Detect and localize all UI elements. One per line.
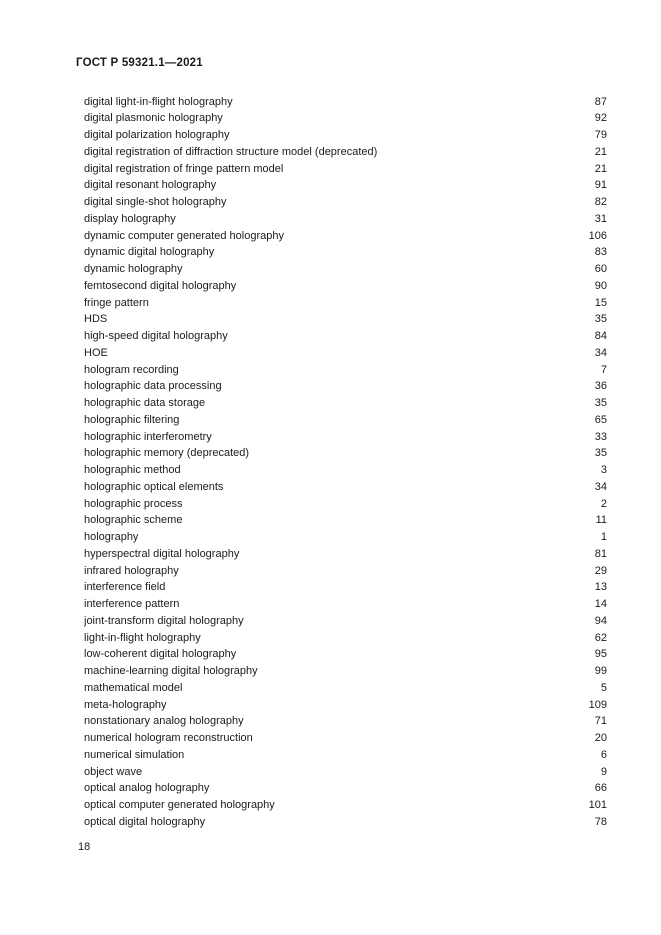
index-term: hyperspectral digital holography bbox=[84, 547, 240, 560]
index-term: holographic interferometry bbox=[84, 430, 212, 443]
index-page-number: 99 bbox=[594, 665, 607, 677]
index-page-number: 106 bbox=[588, 229, 607, 242]
index-entry-row bbox=[84, 462, 607, 479]
index-page-number: 35 bbox=[594, 397, 607, 409]
index-page-number: 5 bbox=[600, 681, 607, 694]
index-entry-row bbox=[84, 144, 607, 161]
index-page-number: 21 bbox=[594, 162, 607, 175]
index-entry-row bbox=[84, 295, 607, 312]
index-term: joint-transform digital holography bbox=[84, 614, 244, 627]
index-page-number: 83 bbox=[594, 246, 607, 259]
index-page-number: 71 bbox=[594, 715, 607, 728]
index-entry-row bbox=[84, 596, 607, 613]
index-entry-row bbox=[84, 412, 607, 429]
index-page-number: 90 bbox=[594, 279, 607, 292]
index-term: holographic memory (deprecated) bbox=[84, 447, 250, 460]
index-term: interference pattern bbox=[84, 598, 180, 610]
index-entry-row bbox=[84, 244, 607, 261]
index-page-number: 34 bbox=[594, 346, 607, 359]
index-term: dynamic computer generated holography bbox=[84, 229, 284, 242]
index-entry-row bbox=[84, 429, 607, 446]
index-entry-row bbox=[84, 630, 607, 647]
index-entry-row bbox=[84, 579, 607, 596]
index-term: infrared holography bbox=[84, 564, 179, 577]
index-entry-row bbox=[84, 328, 607, 345]
index-page-number: 60 bbox=[594, 263, 607, 275]
index-entry-row bbox=[84, 546, 607, 563]
document-standard-title: ГОСТ Р 59321.1—2021 bbox=[76, 57, 203, 69]
index-entry-row bbox=[84, 663, 607, 680]
index-entry-row bbox=[84, 713, 607, 730]
index-page-number: 9 bbox=[600, 765, 607, 778]
index-term: low-coherent digital holography bbox=[84, 648, 237, 661]
index-term: digital registration of fringe pattern model bbox=[84, 162, 284, 175]
index-term: HOE bbox=[84, 346, 108, 359]
index-entry-row bbox=[84, 110, 607, 127]
index-term: numerical simulation bbox=[84, 748, 185, 761]
index-term: HDS bbox=[84, 313, 108, 326]
index-entry-row bbox=[84, 680, 607, 697]
index-page-number: 101 bbox=[588, 799, 607, 811]
index-page-number: 62 bbox=[594, 631, 607, 644]
index-term: digital plasmonic holography bbox=[84, 112, 223, 125]
index-page-number: 84 bbox=[594, 330, 607, 342]
index-page-number: 29 bbox=[594, 564, 607, 577]
index-term: machine-learning digital holography bbox=[84, 665, 258, 677]
index-entry-row bbox=[84, 764, 607, 781]
index-term: mathematical model bbox=[84, 681, 183, 694]
index-entry-row bbox=[84, 814, 607, 831]
index-term: holographic data processing bbox=[84, 380, 222, 393]
index-entry-row bbox=[84, 496, 607, 513]
index-entry-row bbox=[84, 797, 607, 814]
index-page-number: 87 bbox=[594, 95, 607, 108]
index-entry-row bbox=[84, 378, 607, 395]
index-page-number: 35 bbox=[594, 313, 607, 326]
index-term: digital light-in-flight holography bbox=[84, 95, 233, 108]
index-term: dynamic holography bbox=[84, 263, 183, 275]
index-entry-row bbox=[84, 730, 607, 747]
index-entry-row bbox=[84, 127, 607, 144]
index-page-number: 95 bbox=[594, 648, 607, 661]
index-entry-row bbox=[84, 311, 607, 328]
index-term: high-speed digital holography bbox=[84, 330, 228, 342]
index-term: optical digital holography bbox=[84, 815, 206, 828]
index-term: holographic scheme bbox=[84, 514, 183, 527]
index-term: interference field bbox=[84, 581, 166, 594]
index-term: numerical hologram reconstruction bbox=[84, 732, 253, 744]
index-page-number: 15 bbox=[594, 296, 607, 309]
index-term: holographic data storage bbox=[84, 397, 206, 409]
index-page-number: 65 bbox=[594, 413, 607, 426]
index-entry-row bbox=[84, 395, 607, 412]
index-entry-row bbox=[84, 228, 607, 245]
index-term: nonstationary analog holography bbox=[84, 715, 244, 728]
index-entry-row bbox=[84, 161, 607, 178]
index-page-number: 13 bbox=[594, 581, 607, 594]
index-term: fringe pattern bbox=[84, 296, 149, 309]
index-page-number: 6 bbox=[600, 748, 607, 761]
index-entry-row bbox=[84, 780, 607, 797]
index-term: hologram recording bbox=[84, 363, 179, 376]
index-entry-row bbox=[84, 529, 607, 546]
index-entry-row bbox=[84, 261, 607, 278]
index-page-number: 2 bbox=[600, 497, 607, 510]
index-entry-row bbox=[84, 362, 607, 379]
index-page-number: 11 bbox=[595, 514, 607, 527]
index-page-number: 82 bbox=[594, 196, 607, 208]
index-term: holography bbox=[84, 531, 139, 543]
index-page-number: 94 bbox=[594, 614, 607, 627]
index-entry-row bbox=[84, 177, 607, 194]
index-term: light-in-flight holography bbox=[84, 631, 201, 644]
index-page-number: 1 bbox=[600, 531, 607, 543]
index-page-number: 91 bbox=[594, 179, 607, 192]
index-entry-row bbox=[84, 697, 607, 714]
index-page-number: 31 bbox=[594, 212, 607, 225]
index-term: digital registration of diffraction structure model (deprecated) bbox=[84, 145, 378, 158]
index-page-number: 14 bbox=[594, 598, 607, 610]
index-term: digital single-shot holography bbox=[84, 196, 227, 208]
index-entry-row bbox=[84, 345, 607, 362]
alphabetical-index-list bbox=[84, 94, 607, 831]
index-page-number: 79 bbox=[594, 129, 607, 141]
index-entry-row bbox=[84, 747, 607, 764]
index-entry-row bbox=[84, 563, 607, 580]
index-page-number: 20 bbox=[594, 732, 607, 744]
index-page-number: 109 bbox=[588, 698, 607, 711]
index-page-number: 92 bbox=[594, 112, 607, 125]
index-page-number: 21 bbox=[594, 145, 607, 158]
index-page-number: 66 bbox=[594, 782, 607, 795]
index-page-number: 34 bbox=[594, 480, 607, 493]
index-term: digital polarization holography bbox=[84, 129, 230, 141]
index-entry-row bbox=[84, 94, 607, 111]
index-term: holographic process bbox=[84, 497, 183, 510]
index-term: holographic filtering bbox=[84, 413, 180, 426]
index-term: dynamic digital holography bbox=[84, 246, 215, 259]
index-term: holographic method bbox=[84, 464, 181, 476]
index-term: display holography bbox=[84, 212, 176, 225]
index-term: holographic optical elements bbox=[84, 480, 224, 493]
index-page-number: 33 bbox=[594, 430, 607, 443]
index-term: optical computer generated holography bbox=[84, 799, 275, 811]
index-page-number: 78 bbox=[594, 815, 607, 828]
index-page-number: 36 bbox=[594, 380, 607, 393]
index-entry-row bbox=[84, 445, 607, 462]
index-term: digital resonant holography bbox=[84, 179, 217, 192]
index-term: femtosecond digital holography bbox=[84, 279, 237, 292]
index-term: meta-holography bbox=[84, 698, 167, 711]
index-page-number: 81 bbox=[594, 547, 607, 560]
index-entry-row bbox=[84, 211, 607, 228]
index-entry-row bbox=[84, 479, 607, 496]
index-entry-row bbox=[84, 512, 607, 529]
index-entry-row bbox=[84, 194, 607, 211]
index-page-number: 3 bbox=[600, 464, 607, 476]
index-page-number: 7 bbox=[600, 363, 607, 376]
index-entry-row bbox=[84, 613, 607, 630]
index-term: optical analog holography bbox=[84, 782, 210, 795]
index-entry-row bbox=[84, 278, 607, 295]
index-page-number: 35 bbox=[594, 447, 607, 460]
page-number: 18 bbox=[78, 841, 91, 853]
index-entry-row bbox=[84, 646, 607, 663]
index-term: object wave bbox=[84, 765, 143, 778]
